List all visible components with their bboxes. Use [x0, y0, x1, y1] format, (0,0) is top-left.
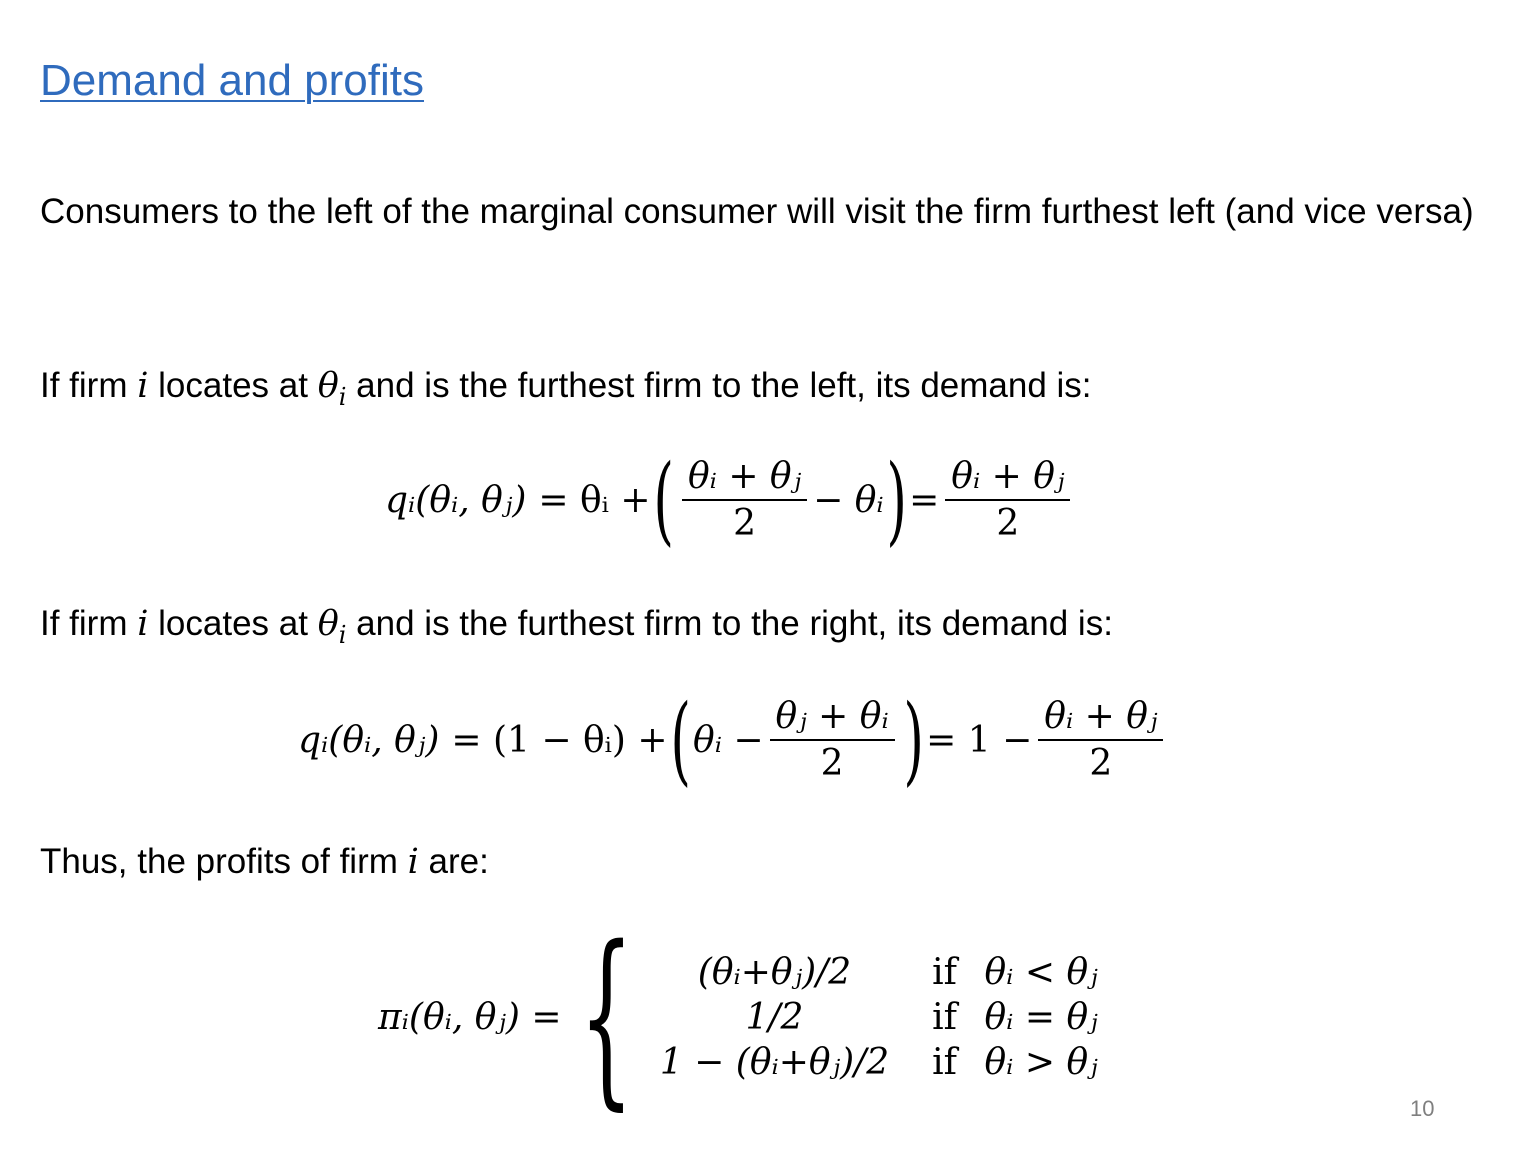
fraction-denominator: 2	[996, 503, 1020, 544]
eq-term: = 1 −	[926, 719, 1033, 761]
cases-table	[644, 952, 1154, 1083]
case-if: if	[932, 996, 957, 1038]
eq-lhs: πᵢ(θᵢ, θⱼ) =	[378, 996, 562, 1038]
case-condition: θᵢ < θⱼ	[984, 951, 1098, 993]
fraction-denominator: 2	[733, 503, 756, 544]
fraction	[770, 696, 895, 784]
text: are:	[418, 842, 489, 881]
equation-demand-left	[385, 440, 1076, 560]
eq-term: =	[909, 479, 940, 521]
fraction-numerator: θᵢ + θⱼ	[682, 456, 807, 501]
case-if: if	[932, 1041, 957, 1083]
fraction-numerator: θᵢ + θⱼ	[945, 456, 1070, 501]
fraction-numerator: θᵢ + θⱼ	[1038, 696, 1163, 741]
text: If firm	[40, 366, 138, 405]
text: locates at	[148, 366, 318, 405]
subscript-i: i	[338, 383, 347, 411]
eq-lhs: qᵢ(θᵢ, θⱼ)	[298, 719, 440, 761]
var-theta: θ	[317, 366, 339, 406]
slide-title[interactable]: Demand and profits	[40, 56, 424, 105]
paragraph-consumers: Consumers to the left of the marginal consumer will visit the firm furthest left (and vice versa)	[40, 192, 1474, 231]
paragraph-left-firm	[40, 360, 1480, 423]
paragraph-right-firm	[40, 598, 1480, 661]
eq-term: θᵢ −	[693, 719, 764, 761]
var-i: i	[137, 366, 149, 406]
eq-term: = (1 − θᵢ) +	[451, 719, 668, 761]
paren-left: (	[652, 444, 674, 556]
equation-demand-right	[298, 680, 1169, 800]
page-number: 10	[1410, 1096, 1435, 1121]
paragraph-profits	[40, 836, 1480, 888]
fraction-denominator: 2	[820, 743, 844, 784]
case-condition: θᵢ = θⱼ	[984, 996, 1098, 1038]
fraction	[1038, 696, 1163, 784]
text: Thus, the profits of firm	[40, 842, 408, 881]
fraction-denominator: 2	[1089, 743, 1113, 784]
brace-left: {	[578, 906, 634, 1127]
subscript-i: i	[338, 621, 347, 649]
eq-term: = θᵢ +	[538, 479, 651, 521]
text: locates at	[148, 604, 318, 643]
case-condition: θᵢ > θⱼ	[984, 1041, 1098, 1083]
equation-profits	[378, 906, 1154, 1127]
eq-term: − θᵢ	[813, 479, 884, 521]
fraction-numerator: θⱼ + θᵢ	[770, 696, 895, 741]
var-theta: θ	[317, 604, 339, 644]
paren-right: )	[903, 684, 924, 796]
case-value: 1 − (θᵢ+θⱼ)/2	[659, 1041, 890, 1083]
case-value: (θᵢ+θⱼ)/2	[697, 951, 852, 993]
text: and is the furthest firm to the right, its demand is:	[346, 604, 1113, 643]
paren-left: (	[669, 684, 691, 796]
case-if: if	[932, 951, 957, 993]
fraction	[945, 456, 1070, 544]
fraction	[682, 456, 807, 544]
text: If firm	[40, 604, 138, 643]
var-i: i	[407, 842, 419, 882]
eq-lhs: qᵢ(θᵢ, θⱼ)	[385, 479, 527, 521]
case-value: 1/2	[745, 996, 804, 1038]
paren-right: )	[886, 444, 907, 556]
var-i: i	[137, 604, 149, 644]
text: and is the furthest firm to the left, its demand is:	[346, 366, 1092, 405]
